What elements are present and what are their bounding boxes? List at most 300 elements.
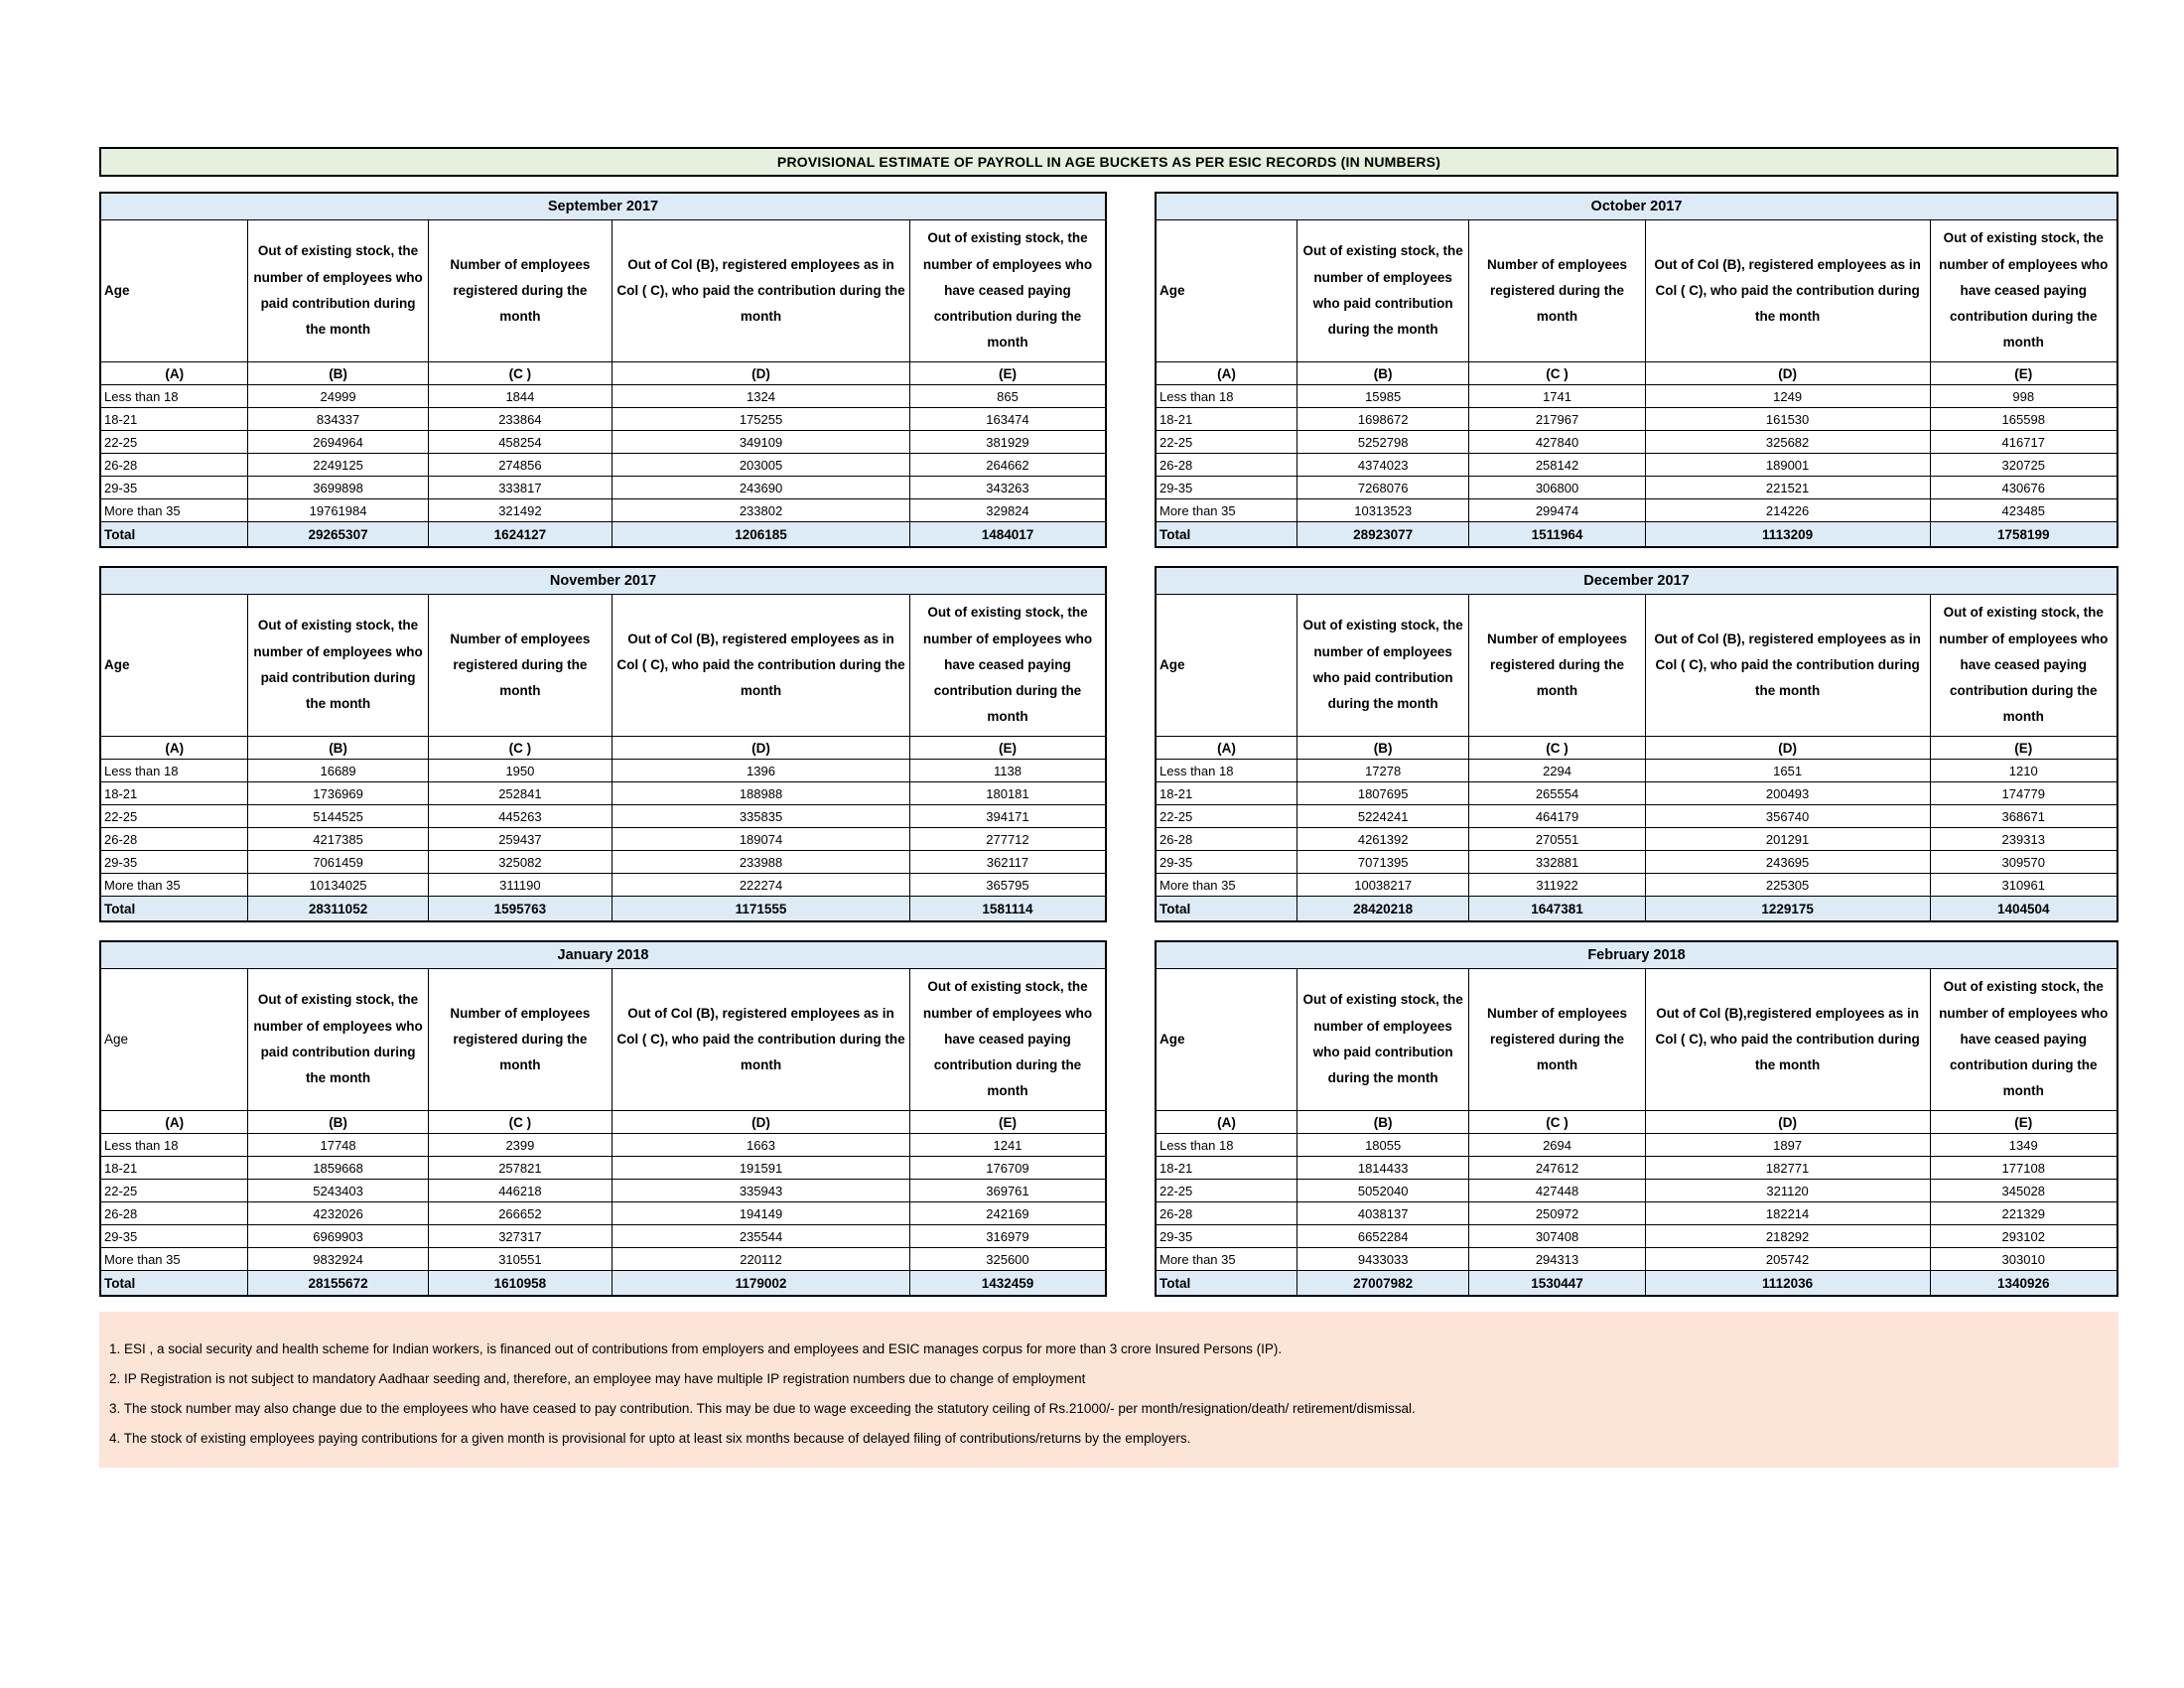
value-cell: 15985 [1297,385,1468,408]
table-row [100,1202,1106,1225]
value-cell: 243695 [1645,851,1930,874]
value-cell: 321120 [1645,1180,1930,1202]
total-value-cell: 1647381 [1469,897,1645,922]
value-cell: 1349 [1930,1134,2117,1157]
report-page [99,147,2118,1468]
value-cell: 17748 [248,1134,428,1157]
table-row [1156,805,2117,828]
value-cell: 445263 [428,805,612,828]
total-label-cell: Total [1156,522,1297,548]
col-letter: (A) [100,737,248,760]
age-cell: 18-21 [1156,782,1297,805]
value-cell: 430676 [1930,477,2117,499]
value-cell: 311922 [1469,874,1645,897]
value-cell: 5144525 [248,805,428,828]
value-cell: 423485 [1930,499,2117,522]
value-cell: 3699898 [248,477,428,499]
total-value-cell: 1206185 [613,522,910,548]
header-col-c: Number of employees registered during the month [428,969,612,1111]
value-cell: 1396 [613,760,910,782]
footnote-4: 4. The stock of existing employees paying contributions for a given month is provisional for upto at least six months because of delayed filing of contributions/returns by the employers. [109,1430,1191,1446]
table-row [100,1134,1106,1157]
value-cell: 1814433 [1297,1157,1468,1180]
header-col-e: Out of existing stock, the number of employees who have ceased paying contribution during the month [1930,220,2117,362]
age-cell: 26-28 [1156,828,1297,851]
table-row [100,782,1106,805]
value-cell: 998 [1930,385,2117,408]
col-letter: (E) [909,737,1106,760]
age-cell: 29-35 [100,1225,248,1248]
header-col-c: Number of employees registered during the month [428,220,612,362]
total-value-cell: 1758199 [1930,522,2117,548]
table-row [1156,431,2117,454]
month-title: September 2017 [100,193,1106,220]
value-cell: 233988 [613,851,910,874]
footnote-2: 2. IP Registration is not subject to mandatory Aadhaar seeding and, therefore, an employee may have multiple IP registration numbers due to change of employment [109,1370,1086,1386]
value-cell: 362117 [909,851,1106,874]
total-label-cell: Total [100,1271,248,1297]
value-cell: 264662 [909,454,1106,477]
value-cell: 265554 [1469,782,1645,805]
value-cell: 189001 [1645,454,1930,477]
value-cell: 6652284 [1297,1225,1468,1248]
header-age: Age [1156,595,1297,737]
header-col-b: Out of existing stock, the number of employees who paid contribution during the month [248,595,428,737]
col-letter: (D) [1645,737,1930,760]
value-cell: 10134025 [248,874,428,897]
value-cell: 161530 [1645,408,1930,431]
age-cell: Less than 18 [100,760,248,782]
value-cell: 333817 [428,477,612,499]
header-col-e: Out of existing stock, the number of employees who have ceased paying contribution during the month [909,969,1106,1111]
value-cell: 325082 [428,851,612,874]
value-cell: 200493 [1645,782,1930,805]
total-value-cell: 1113209 [1645,522,1930,548]
value-cell: 250972 [1469,1202,1645,1225]
total-value-cell: 1229175 [1645,897,1930,922]
age-cell: More than 35 [1156,1248,1297,1271]
value-cell: 1897 [1645,1134,1930,1157]
age-cell: More than 35 [1156,499,1297,522]
value-cell: 225305 [1645,874,1930,897]
header-age: Age [1156,220,1297,362]
footnote-3: 3. The stock number may also change due to the employees who have ceased to pay contribution. This may be due to wage exceeding the statutory ceiling of Rs.21000/- per month/resignation/death/ retirement/dismissal. [109,1400,1416,1416]
header-age: Age [100,220,248,362]
value-cell: 175255 [613,408,910,431]
table-row [1156,1180,2117,1202]
total-value-cell: 1610958 [428,1271,612,1297]
value-cell: 205742 [1645,1248,1930,1271]
total-value-cell: 1340926 [1930,1271,2117,1297]
total-value-cell: 1179002 [613,1271,910,1297]
header-age: Age [1156,969,1297,1111]
value-cell: 10313523 [1297,499,1468,522]
age-cell: 22-25 [1156,805,1297,828]
value-cell: 177108 [1930,1157,2117,1180]
header-col-d: Out of Col (B), registered employees as in Col ( C), who paid the contribution during the month [1645,595,1930,737]
value-cell: 1807695 [1297,782,1468,805]
value-cell: 203005 [613,454,910,477]
header-age: Age [100,595,248,737]
value-cell: 458254 [428,431,612,454]
header-col-d: Out of Col (B), registered employees as in Col ( C), who paid the contribution during the month [613,595,910,737]
value-cell: 257821 [428,1157,612,1180]
header-col-d: Out of Col (B), registered employees as in Col ( C), who paid the contribution during the month [1645,220,1930,362]
value-cell: 266652 [428,1202,612,1225]
total-value-cell: 1530447 [1469,1271,1645,1297]
total-label-cell: Total [100,522,248,548]
value-cell: 4261392 [1297,828,1468,851]
month-table-january-2018 [99,940,1107,1297]
table-row [100,385,1106,408]
total-row [1156,1271,2117,1297]
age-cell: 18-21 [100,408,248,431]
table-row [1156,1248,2117,1271]
table-row [100,1180,1106,1202]
value-cell: 17278 [1297,760,1468,782]
value-cell: 165598 [1930,408,2117,431]
total-row [100,897,1106,922]
col-letter: (A) [1156,362,1297,385]
value-cell: 311190 [428,874,612,897]
table-row [1156,1157,2117,1180]
age-cell: 29-35 [1156,477,1297,499]
month-title: February 2018 [1156,941,2117,969]
col-letter: (D) [613,1111,910,1134]
value-cell: 306800 [1469,477,1645,499]
value-cell: 9433033 [1297,1248,1468,1271]
total-value-cell: 28420218 [1297,897,1468,922]
value-cell: 349109 [613,431,910,454]
value-cell: 10038217 [1297,874,1468,897]
value-cell: 247612 [1469,1157,1645,1180]
value-cell: 335943 [613,1180,910,1202]
age-cell: 22-25 [100,1180,248,1202]
value-cell: 16689 [248,760,428,782]
month-title: January 2018 [100,941,1106,969]
value-cell: 243690 [613,477,910,499]
value-cell: 394171 [909,805,1106,828]
total-value-cell: 29265307 [248,522,428,548]
value-cell: 335835 [613,805,910,828]
col-letter: (E) [909,362,1106,385]
total-row [1156,897,2117,922]
footnote-1: 1. ESI , a social security and health scheme for Indian workers, is financed out of contributions from employers and employees and ESIC manages corpus for more than 3 crore Insured Persons (IP). [109,1341,1283,1356]
value-cell: 416717 [1930,431,2117,454]
col-letter: (A) [1156,737,1297,760]
value-cell: 356740 [1645,805,1930,828]
col-letter: (B) [248,362,428,385]
value-cell: 1663 [613,1134,910,1157]
value-cell: 19761984 [248,499,428,522]
table-row [100,477,1106,499]
col-letter: (D) [1645,1111,1930,1134]
table-row [1156,499,2117,522]
value-cell: 221329 [1930,1202,2117,1225]
age-cell: 18-21 [100,782,248,805]
value-cell: 1736969 [248,782,428,805]
month-table-february-2018 [1155,940,2118,1297]
value-cell: 6969903 [248,1225,428,1248]
value-cell: 316979 [909,1225,1106,1248]
value-cell: 5052040 [1297,1180,1468,1202]
value-cell: 321492 [428,499,612,522]
table-row [100,851,1106,874]
age-cell: 26-28 [1156,454,1297,477]
header-col-e: Out of existing stock, the number of employees who have ceased paying contribution during the month [909,595,1106,737]
age-cell: 22-25 [1156,431,1297,454]
total-value-cell: 1404504 [1930,897,2117,922]
value-cell: 834337 [248,408,428,431]
age-cell: 29-35 [100,477,248,499]
month-title: November 2017 [100,567,1106,595]
total-row [100,1271,1106,1297]
age-cell: More than 35 [1156,874,1297,897]
total-value-cell: 28311052 [248,897,428,922]
value-cell: 9832924 [248,1248,428,1271]
value-cell: 4232026 [248,1202,428,1225]
value-cell: 4374023 [1297,454,1468,477]
value-cell: 258142 [1469,454,1645,477]
col-letter: (A) [100,362,248,385]
total-row [1156,522,2117,548]
value-cell: 1210 [1930,760,2117,782]
header-col-d: Out of Col (B),registered employees as in Col ( C), who paid the contribution during the month [1645,969,1930,1111]
total-value-cell: 1595763 [428,897,612,922]
header-col-c: Number of employees registered during the month [428,595,612,737]
table-row [100,499,1106,522]
value-cell: 217967 [1469,408,1645,431]
col-letter: (B) [248,1111,428,1134]
report-title: PROVISIONAL ESTIMATE OF PAYROLL IN AGE BUCKETS AS PER ESIC RECORDS (IN NUMBERS) [776,154,1441,170]
value-cell: 1249 [1645,385,1930,408]
age-cell: 22-25 [1156,1180,1297,1202]
header-age: Age [100,969,248,1111]
month-table-september-2017 [99,192,1107,548]
header-col-b: Out of existing stock, the number of employees who paid contribution during the month [1297,220,1468,362]
value-cell: 329824 [909,499,1106,522]
table-row [1156,454,2117,477]
value-cell: 214226 [1645,499,1930,522]
value-cell: 427448 [1469,1180,1645,1202]
value-cell: 325600 [909,1248,1106,1271]
value-cell: 189074 [613,828,910,851]
table-row [1156,874,2117,897]
value-cell: 174779 [1930,782,2117,805]
value-cell: 220112 [613,1248,910,1271]
col-letter: (C ) [428,737,612,760]
value-cell: 309570 [1930,851,2117,874]
header-col-b: Out of existing stock, the number of employees who paid contribution during the month [248,969,428,1111]
table-row [100,805,1106,828]
total-label-cell: Total [1156,1271,1297,1297]
table-row [1156,1134,2117,1157]
value-cell: 1844 [428,385,612,408]
table-row [100,828,1106,851]
value-cell: 242169 [909,1202,1106,1225]
value-cell: 310551 [428,1248,612,1271]
header-col-c: Number of employees registered during the month [1469,220,1645,362]
age-cell: 26-28 [100,454,248,477]
total-value-cell: 1432459 [909,1271,1106,1297]
age-cell: More than 35 [100,874,248,897]
age-cell: 22-25 [100,805,248,828]
value-cell: 270551 [1469,828,1645,851]
value-cell: 343263 [909,477,1106,499]
header-col-e: Out of existing stock, the number of employees who have ceased paying contribution during the month [1930,969,2117,1111]
total-label-cell: Total [100,897,248,922]
value-cell: 7061459 [248,851,428,874]
table-row [100,1225,1106,1248]
value-cell: 201291 [1645,828,1930,851]
header-col-e: Out of existing stock, the number of employees who have ceased paying contribution during the month [1930,595,2117,737]
value-cell: 293102 [1930,1225,2117,1248]
col-letter: (D) [613,737,910,760]
value-cell: 307408 [1469,1225,1645,1248]
value-cell: 4038137 [1297,1202,1468,1225]
header-col-e: Out of existing stock, the number of employees who have ceased paying contribution during the month [909,220,1106,362]
col-letter: (A) [1156,1111,1297,1134]
col-letter: (E) [1930,737,2117,760]
col-letter: (B) [1297,737,1468,760]
table-row [1156,477,2117,499]
value-cell: 865 [909,385,1106,408]
value-cell: 218292 [1645,1225,1930,1248]
col-letter: (C ) [1469,737,1645,760]
table-row [1156,1202,2117,1225]
value-cell: 1241 [909,1134,1106,1157]
col-letter: (B) [248,737,428,760]
col-letter: (E) [909,1111,1106,1134]
footnotes-block [99,1312,2118,1468]
table-row [100,1248,1106,1271]
age-cell: 26-28 [1156,1202,1297,1225]
header-col-c: Number of employees registered during the month [1469,969,1645,1111]
value-cell: 320725 [1930,454,2117,477]
value-cell: 191591 [613,1157,910,1180]
table-row [1156,851,2117,874]
month-title: December 2017 [1156,567,2117,595]
value-cell: 310961 [1930,874,2117,897]
total-row [100,522,1106,548]
value-cell: 368671 [1930,805,2117,828]
total-value-cell: 1511964 [1469,522,1645,548]
table-row [1156,782,2117,805]
value-cell: 222274 [613,874,910,897]
col-letter: (C ) [1469,362,1645,385]
value-cell: 233864 [428,408,612,431]
month-title: October 2017 [1156,193,2117,220]
total-label-cell: Total [1156,897,1297,922]
value-cell: 2694 [1469,1134,1645,1157]
total-value-cell: 28155672 [248,1271,428,1297]
age-cell: Less than 18 [100,385,248,408]
value-cell: 274856 [428,454,612,477]
table-row [100,454,1106,477]
table-row [100,874,1106,897]
value-cell: 365795 [909,874,1106,897]
value-cell: 252841 [428,782,612,805]
header-col-c: Number of employees registered during the month [1469,595,1645,737]
value-cell: 239313 [1930,828,2117,851]
age-cell: Less than 18 [1156,1134,1297,1157]
value-cell: 4217385 [248,828,428,851]
col-letter: (B) [1297,1111,1468,1134]
value-cell: 1651 [1645,760,1930,782]
age-cell: 26-28 [100,1202,248,1225]
value-cell: 303010 [1930,1248,2117,1271]
table-row [1156,408,2117,431]
age-cell: Less than 18 [1156,385,1297,408]
total-value-cell: 1112036 [1645,1271,1930,1297]
value-cell: 188988 [613,782,910,805]
value-cell: 332881 [1469,851,1645,874]
value-cell: 18055 [1297,1134,1468,1157]
total-value-cell: 1171555 [613,897,910,922]
table-row [100,1157,1106,1180]
age-cell: More than 35 [100,499,248,522]
value-cell: 5252798 [1297,431,1468,454]
month-table-october-2017 [1155,192,2118,548]
value-cell: 1698672 [1297,408,1468,431]
value-cell: 381929 [909,431,1106,454]
table-row [1156,1225,2117,1248]
col-letter: (A) [100,1111,248,1134]
value-cell: 182771 [1645,1157,1930,1180]
value-cell: 427840 [1469,431,1645,454]
month-table-november-2017 [99,566,1107,922]
total-value-cell: 28923077 [1297,522,1468,548]
header-col-b: Out of existing stock, the number of employees who paid contribution during the month [248,220,428,362]
col-letter: (C ) [1469,1111,1645,1134]
total-value-cell: 1581114 [909,897,1106,922]
table-row [100,760,1106,782]
header-col-d: Out of Col (B), registered employees as in Col ( C), who paid the contribution during the month [613,969,910,1111]
value-cell: 1741 [1469,385,1645,408]
value-cell: 1950 [428,760,612,782]
month-tables-grid [99,192,2118,1297]
table-row [1156,828,2117,851]
value-cell: 294313 [1469,1248,1645,1271]
value-cell: 1138 [909,760,1106,782]
col-letter: (D) [613,362,910,385]
total-value-cell: 1624127 [428,522,612,548]
col-letter: (B) [1297,362,1468,385]
value-cell: 5243403 [248,1180,428,1202]
total-value-cell: 1484017 [909,522,1106,548]
value-cell: 235544 [613,1225,910,1248]
table-row [100,431,1106,454]
col-letter: (E) [1930,1111,2117,1134]
value-cell: 2294 [1469,760,1645,782]
value-cell: 299474 [1469,499,1645,522]
value-cell: 221521 [1645,477,1930,499]
value-cell: 182214 [1645,1202,1930,1225]
age-cell: 26-28 [100,828,248,851]
col-letter: (C ) [428,1111,612,1134]
table-row [1156,385,2117,408]
value-cell: 7071395 [1297,851,1468,874]
age-cell: 18-21 [1156,408,1297,431]
value-cell: 259437 [428,828,612,851]
value-cell: 325682 [1645,431,1930,454]
value-cell: 327317 [428,1225,612,1248]
value-cell: 464179 [1469,805,1645,828]
value-cell: 5224241 [1297,805,1468,828]
table-row [100,408,1106,431]
value-cell: 1859668 [248,1157,428,1180]
age-cell: Less than 18 [100,1134,248,1157]
